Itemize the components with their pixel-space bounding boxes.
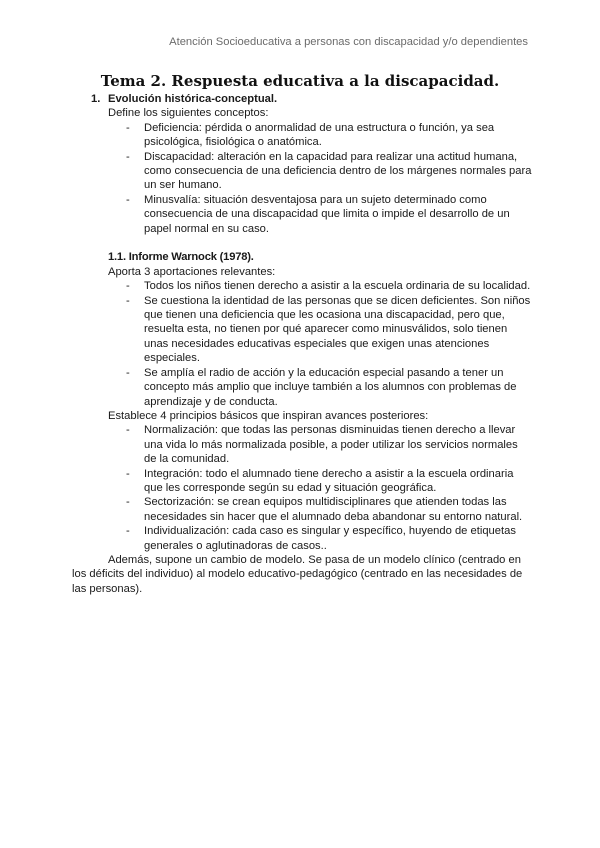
contribution-item: Todos los niños tienen derecho a asistir a la escuela ordinaria de su localidad. bbox=[144, 280, 531, 293]
list-item bbox=[126, 366, 532, 409]
running-header: Atención Socioeducativa a personas con discapacidad y/o dependientes bbox=[169, 36, 528, 48]
list-item bbox=[126, 150, 532, 193]
dash-bullet: - bbox=[126, 150, 130, 163]
list-item bbox=[126, 423, 532, 466]
section-1-1-intro: Aporta 3 aportaciones relevantes: bbox=[108, 265, 276, 278]
principles-intro: Establece 4 principios básicos que inspiran avances posteriores: bbox=[108, 409, 429, 422]
concept-discapacidad: Discapacidad: alteración en la capacidad para realizar una actitud humana, como consecuencia de una deficiencia dentro de los márgenes normales para un ser humano. bbox=[144, 150, 532, 192]
concept-deficiencia: Deficiencia: pérdida o anormalidad de una estructura o función, ya sea psicológica, fisiológica o anatómica. bbox=[144, 121, 495, 149]
page-title: Tema 2. Respuesta educativa a la discapacidad. bbox=[100, 72, 500, 90]
document-body bbox=[72, 92, 532, 596]
contributions-list bbox=[72, 279, 532, 409]
list-item bbox=[126, 524, 532, 553]
list-item bbox=[126, 294, 532, 366]
list-item bbox=[126, 495, 532, 524]
closing-paragraph: Además, supone un cambio de modelo. Se pasa de un modelo clínico (centrado en los déficits del individuo) al modelo educativo-pedagógico (centrado en las necesidades de las personas). bbox=[72, 553, 523, 595]
dash-bullet: - bbox=[126, 366, 130, 379]
principle-integracion: Integración: todo el alumnado tiene derecho a asistir a la escuela ordinaria que les corresponde según su edad y situación geográfica. bbox=[144, 467, 514, 494]
section-1-1-heading: 1.1. Informe Warnock (1978). bbox=[108, 251, 254, 264]
list-item bbox=[126, 193, 532, 236]
section-1-title: Evolución histórica-conceptual. bbox=[108, 93, 278, 105]
dash-bullet: - bbox=[126, 121, 130, 134]
principles-list bbox=[72, 423, 532, 553]
contribution-item: Se amplía el radio de acción y la educación especial pasando a tener un concepto más amplio que incluye también a los alumnos con problemas de aprendizaje y de conducta. bbox=[144, 366, 517, 408]
section-1-number: 1. bbox=[91, 93, 101, 105]
contribution-item: Se cuestiona la identidad de las personas que se dicen deficientes. Son niños que tienen una deficiencia que les ocasiona una discapacidad, pero que, resuelta esta, no tienen por qué aparecer como minusválidos, solo tienen unas necesidades educativas especiales que exigen unas atenciones especiales. bbox=[144, 294, 531, 365]
section-1-intro: Define los siguientes conceptos: bbox=[108, 107, 269, 120]
concept-minusvalia: Minusvalía: situación desventajosa para un sujeto determinado como consecuencia de una discapacidad que limita o impide el desarrollo de un papel normal en su caso. bbox=[144, 193, 510, 235]
list-item bbox=[126, 467, 532, 496]
dash-bullet: - bbox=[126, 280, 130, 293]
principle-normalizacion: Normalización: que todas las personas disminuidas tienen derecho a llevar una vida lo más normalizada posible, a poder utilizar los servicios normales de la comunidad. bbox=[144, 424, 518, 466]
list-item bbox=[126, 279, 532, 293]
concepts-list bbox=[72, 121, 532, 236]
principle-sectorizacion: Sectorización: se crean equipos multidisciplinares que atienden todas las necesidades sin hacer que el alumnado deba abandonar su entorno natural. bbox=[144, 496, 523, 523]
dash-bullet: - bbox=[126, 496, 130, 509]
section-1-heading bbox=[91, 92, 532, 106]
dash-bullet: - bbox=[126, 467, 130, 480]
dash-bullet: - bbox=[126, 525, 130, 538]
dash-bullet: - bbox=[126, 294, 130, 307]
spacer bbox=[72, 236, 532, 250]
dash-bullet: - bbox=[126, 424, 130, 437]
dash-bullet: - bbox=[126, 193, 130, 206]
principle-individualizacion: Individualización: cada caso es singular y específico, huyendo de etiquetas generales o aglutinadoras de casos.. bbox=[144, 525, 516, 552]
list-item bbox=[126, 121, 532, 150]
